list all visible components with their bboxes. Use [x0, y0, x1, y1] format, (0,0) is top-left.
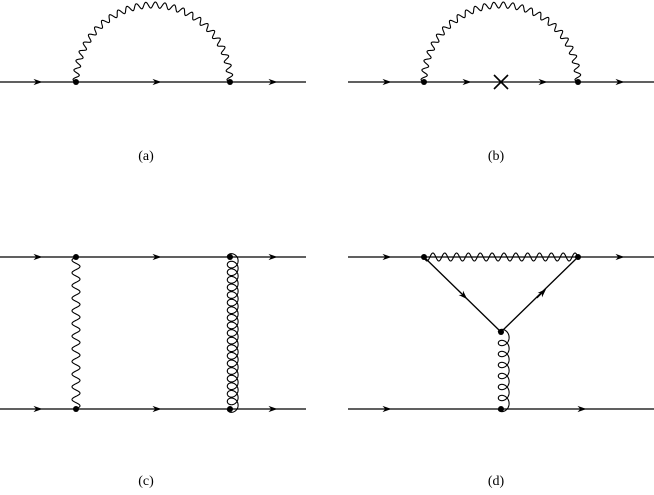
vertex-dot	[498, 329, 504, 335]
diagram-b	[348, 2, 654, 164]
diagram-a	[0, 2, 306, 164]
vertex-dot	[227, 79, 233, 85]
caption-d: (d)	[487, 474, 505, 489]
vertex-dot	[421, 79, 427, 85]
photon-propagator	[72, 257, 80, 409]
vertex-dot	[73, 254, 79, 260]
vertex-dot	[421, 254, 427, 260]
diagram-c	[0, 254, 306, 489]
photon-loop	[73, 2, 233, 82]
gluon-propagator	[227, 254, 238, 413]
photon-propagator	[424, 253, 578, 261]
vertex-dot	[227, 254, 233, 260]
vertex-dot	[498, 406, 504, 412]
vertex-dot	[575, 79, 581, 85]
photon-loop	[421, 2, 581, 82]
vertex-dot	[73, 79, 79, 85]
caption-c: (c)	[138, 474, 154, 489]
diagram-d	[348, 253, 654, 489]
caption-b: (b)	[487, 149, 505, 164]
caption-a: (a)	[138, 149, 154, 164]
vertex-dot	[575, 254, 581, 260]
vertex-dot	[227, 406, 233, 412]
arrow-head	[458, 290, 464, 296]
vertex-dot	[73, 406, 79, 412]
fermion-line-right-leg	[501, 257, 578, 332]
gluon-propagator	[498, 329, 509, 411]
arrow-head	[537, 292, 543, 298]
